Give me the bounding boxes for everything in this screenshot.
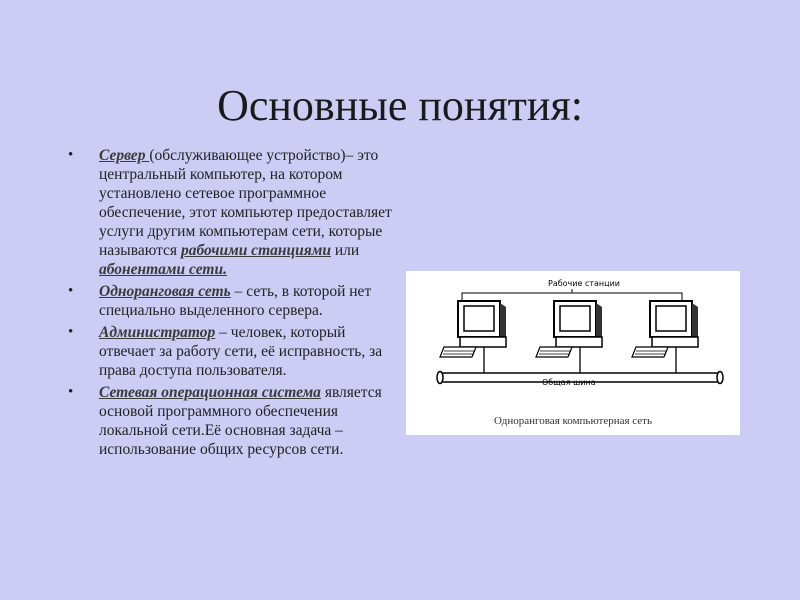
bullet-network-os	[66, 383, 400, 459]
network-diagram-figure	[406, 271, 740, 435]
workstation-computer-3	[632, 301, 698, 373]
label-bracket	[462, 293, 682, 301]
term-subscribers: абонентами сети.	[99, 261, 227, 278]
peer-network-definition: – сеть, в которой нет специально выделенного сервера.	[99, 283, 372, 319]
workstation-computer-1	[440, 301, 506, 373]
network-diagram	[406, 271, 740, 415]
term-workstations: рабочими станциями	[180, 242, 331, 259]
figure-caption: Одноранговая компьютерная сеть	[493, 415, 653, 427]
network-os-definition: является основой программного обеспечения локальной сети.Её основная задача – использование общих ресурсов сети.	[99, 384, 382, 458]
server-definition-or: или	[330, 242, 360, 259]
administrator-definition: – человек, который отвечает за работу сети, её исправность, за права доступа пользователя.	[99, 324, 383, 379]
bullet-server	[66, 146, 400, 279]
term-administrator: Администратор	[99, 324, 216, 341]
bullet-dot: •	[68, 324, 74, 340]
workstation-computer-2	[536, 301, 602, 373]
term-network-os: Сетевая операционная система	[99, 384, 321, 401]
common-bus-label: Общая шина	[542, 378, 596, 387]
workstations-label: Рабочие станции	[548, 279, 620, 288]
server-definition: (обслуживающее устройство)– это центральный компьютер, на котором установлено сетевое программное обеспечение, этот компьютер предоставляет услуги другим компьютерам сети, которые называются	[99, 147, 392, 259]
bullet-dot: •	[68, 147, 74, 163]
bullet-peer-network	[66, 282, 400, 320]
term-peer-network: Одноранговая сеть	[99, 283, 231, 300]
term-server: Сервер	[99, 147, 150, 164]
bullet-list	[66, 146, 400, 462]
slide-title: Основные понятия:	[217, 81, 583, 130]
bullet-dot: •	[68, 283, 74, 299]
bullet-administrator	[66, 323, 400, 380]
bullet-dot: •	[68, 384, 74, 400]
